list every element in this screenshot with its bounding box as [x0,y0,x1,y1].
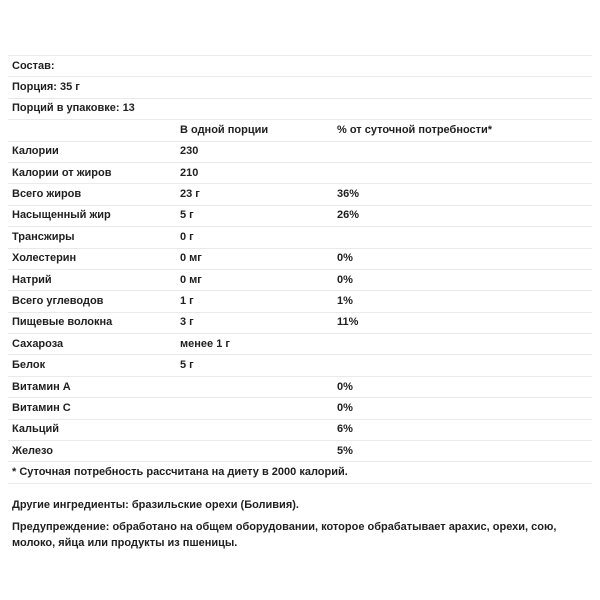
nutrient-value: 5 г [180,209,194,222]
column-header-daily-value: % от суточной потребности* [337,123,493,136]
footer-notes [8,497,592,551]
info-row-label: Порций в упаковке: 13 [12,102,135,115]
nutrient-row-sucrose [8,334,592,355]
info-row-composition [8,56,592,77]
nutrient-row-calories [8,142,592,163]
nutrient-value: 5 г [180,359,194,372]
nutrient-row-vitamin-c [8,398,592,419]
nutrient-value: 230 [180,145,199,158]
nutrient-value: 0 г [180,230,194,243]
nutrient-value: 1 г [180,294,194,307]
daily-value-footnote: * Суточная потребность рассчитана на диету в 2000 калорий. [12,466,348,479]
nutrient-label: Сахароза [12,337,64,350]
nutrient-label: Кальций [12,423,60,436]
nutrition-table [8,55,592,484]
other-ingredients-text: Другие ингредиенты: бразильские орехи (Боливия). [12,498,299,511]
nutrient-label: Холестерин [12,252,77,265]
nutrient-daily-value: 0% [337,252,353,265]
daily-value-footnote-row [8,462,592,483]
nutrient-label: Натрий [12,273,52,286]
nutrient-value: 210 [180,166,199,179]
nutrient-label: Калории [12,145,59,158]
nutrient-row-calories-from-fat [8,163,592,184]
nutrient-daily-value: 0% [337,380,353,393]
nutrient-value: менее 1 г [180,337,230,350]
nutrient-row-total-carbs [8,291,592,312]
nutrient-daily-value: 26% [337,209,360,222]
nutrition-facts-sheet [0,55,600,600]
nutrient-daily-value: 11% [337,316,359,329]
nutrient-daily-value: 36% [337,188,360,201]
nutrient-value: 3 г [180,316,194,329]
nutrient-label: Трансжиры [12,230,75,243]
nutrient-daily-value: 0% [337,401,353,414]
nutrient-daily-value: 5% [337,444,353,457]
nutrient-row-trans-fat [8,227,592,248]
nutrient-label: Белок [12,359,46,372]
nutrient-row-calcium [8,420,592,441]
nutrient-row-sodium [8,270,592,291]
nutrient-daily-value: 0% [337,273,353,286]
nutrient-row-protein [8,355,592,376]
info-row-label: Порция: 35 г [12,81,80,94]
nutrient-row-dietary-fiber [8,313,592,334]
nutrient-label: Калории от жиров [12,166,112,179]
nutrient-daily-value: 1% [337,294,353,307]
nutrient-row-cholesterol [8,249,592,270]
nutrient-label: Всего углеводов [12,294,104,307]
nutrient-value: 23 г [180,188,200,201]
allergen-warning-text: Предупреждение: обработано на общем оборудовании, которое обрабатывает арахис, орехи, сою, молоко, яйца или продукты из пшеницы. [12,520,557,549]
nutrient-value: 0 мг [180,252,202,265]
info-row-servings-per-container [8,99,592,120]
info-row-serving-size [8,77,592,98]
nutrient-label: Всего жиров [12,188,82,201]
nutrient-row-iron [8,441,592,462]
column-header-per-serving: В одной порции [180,123,269,136]
nutrient-row-saturated-fat [8,206,592,227]
nutrient-row-vitamin-a [8,377,592,398]
nutrient-label: Насыщенный жир [12,209,111,222]
nutrient-daily-value: 6% [337,423,353,436]
nutrient-value: 0 мг [180,273,202,286]
nutrient-label: Витамин C [12,401,71,414]
nutrient-label: Витамин A [12,380,71,393]
nutrient-label: Железо [12,444,53,457]
nutrient-label: Пищевые волокна [12,316,113,329]
info-row-label: Состав: [12,59,55,72]
column-header-row [8,120,592,141]
nutrient-row-total-fat [8,184,592,205]
